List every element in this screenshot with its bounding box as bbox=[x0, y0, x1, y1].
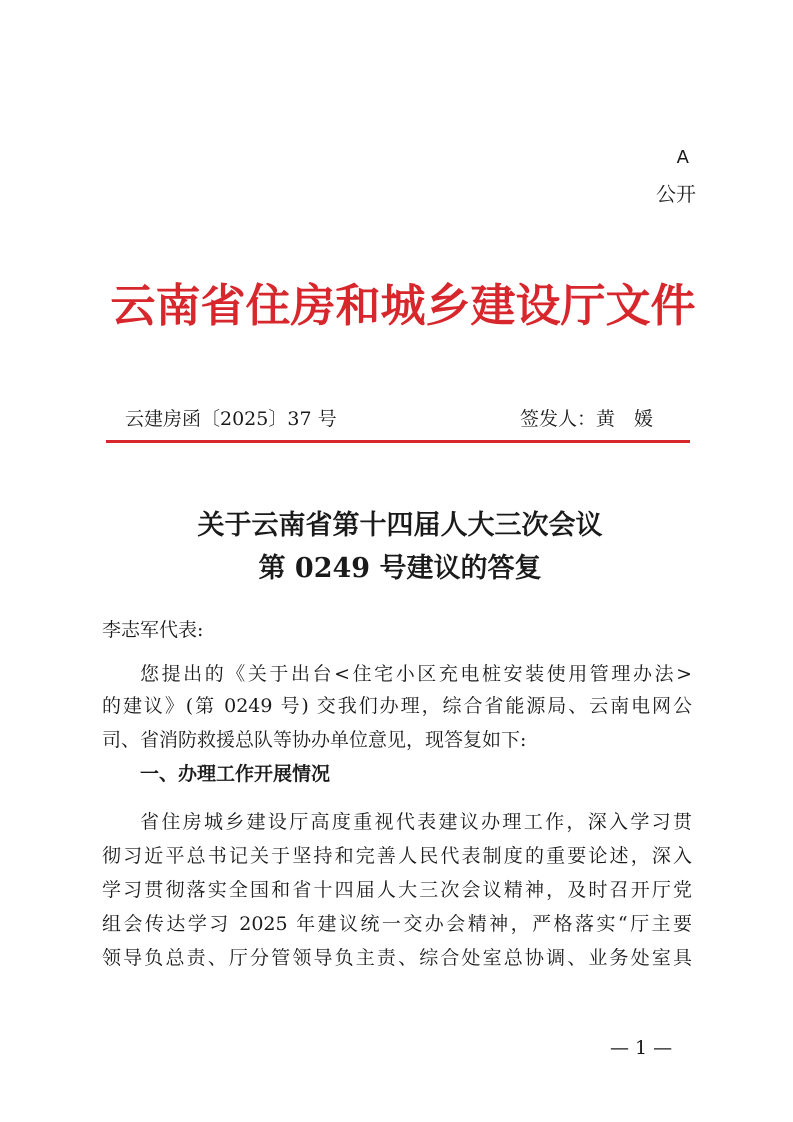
red-divider-line bbox=[106, 440, 690, 443]
page-number: — 1 — bbox=[610, 1037, 673, 1059]
paragraph-1-line: 您提出的《关于出台<住宅小区充电桩安装使用管理办法> bbox=[140, 663, 692, 685]
issuing-organization-header: 云南省住房和城乡建设厅文件 bbox=[110, 279, 696, 332]
paragraph-1-line: 的建议》(第 0249 号) 交我们办理，综合省能源局、云南电网公 bbox=[102, 695, 692, 717]
document-title-line-1: 关于云南省第十四届人大三次会议 bbox=[197, 510, 603, 541]
paragraph-2-line: 彻习近平总书记关于坚持和完善人民代表制度的重要论述，深入 bbox=[102, 845, 692, 867]
document-number: 云建房函〔2025〕37 号 bbox=[125, 408, 337, 430]
paragraph-2-line: 学习贯彻落实全国和省十四届人大三次会议精神，及时召开厅党 bbox=[102, 879, 692, 901]
paragraph-1-line: 司、省消防救援总队等协办单位意见，现答复如下: bbox=[102, 729, 527, 751]
classification-grade: A bbox=[676, 147, 689, 168]
paragraph-2-line: 组会传达学习 2025 年建议统一交办会精神，严格落实“厅主要 bbox=[102, 913, 692, 935]
disclosure-status: 公开 bbox=[656, 182, 696, 206]
document-title-line-2: 第 0249 号建议的答复 bbox=[258, 553, 542, 584]
signer: 签发人：黄 媛 bbox=[520, 408, 654, 430]
section-heading-1: 一、办理工作开展情况 bbox=[140, 763, 331, 785]
paragraph-2-line: 省住房城乡建设厅高度重视代表建议办理工作，深入学习贯 bbox=[140, 811, 692, 833]
paragraph-2-line: 领导负总责、厅分管领导负主责、综合处室总协调、业务处室具 bbox=[102, 947, 692, 969]
salutation: 李志军代表: bbox=[102, 619, 204, 641]
